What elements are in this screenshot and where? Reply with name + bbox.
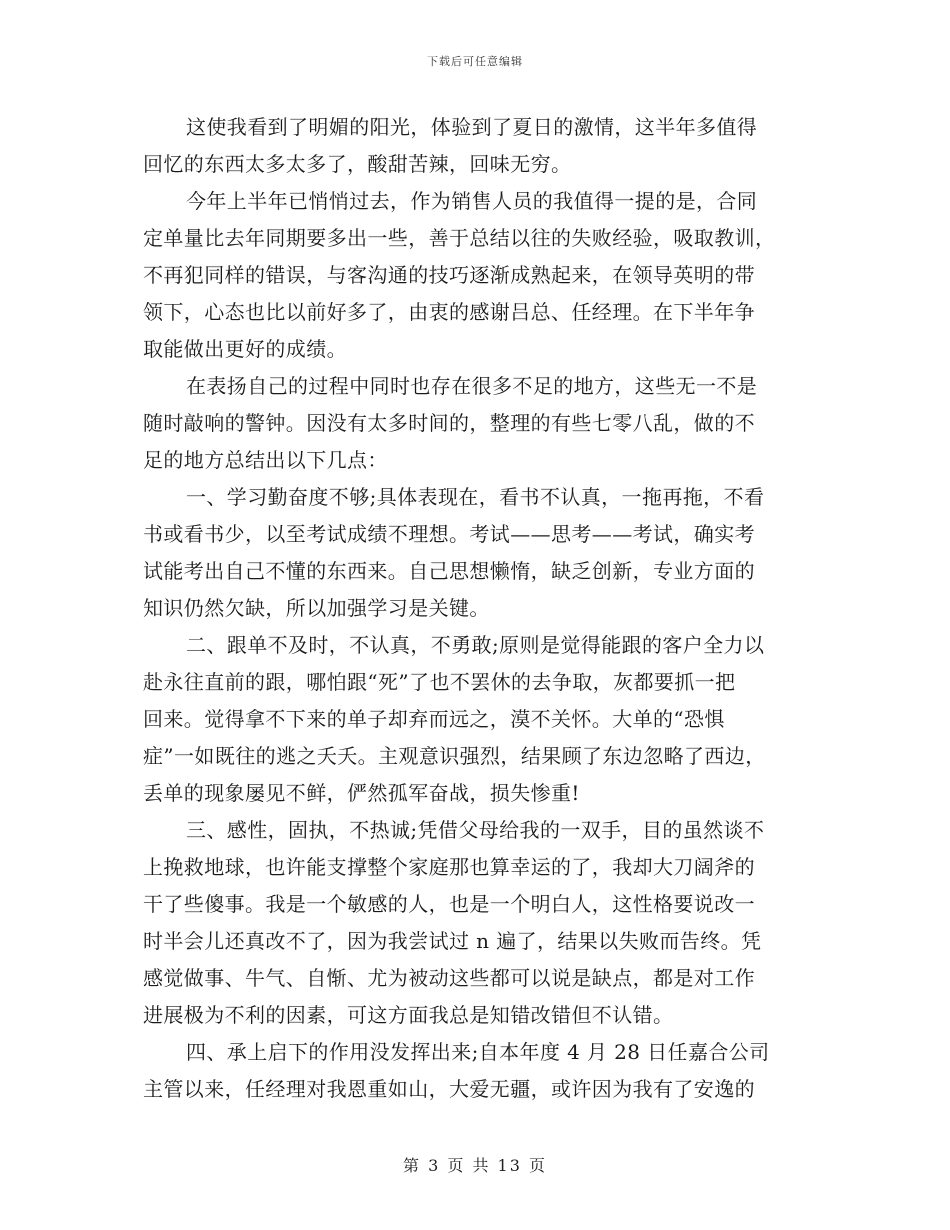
page-footer: 第 3 页 共 13 页 <box>403 1156 547 1175</box>
text-line: 领下，心态也比以前好多了，由衷的感谢吕总、任经理。在下半年争 <box>143 300 755 324</box>
document-body <box>143 109 801 1108</box>
text-line: 四、承上启下的作用没发挥出来;自本年度 4 月 28 日任嘉合公司 <box>186 1040 770 1064</box>
text-line: 症”一如既往的逃之夭夭。主观意识强烈，结果顾了东边忽略了西边， <box>143 744 766 768</box>
text-line: 这使我看到了明媚的阳光，体验到了夏日的激情，这半年多值得 <box>186 115 758 139</box>
text-line: 感觉做事、牛气、自惭、尤为被动这些都可以说是缺点，都是对工作 <box>143 966 755 990</box>
text-line: 回来。觉得拿不下来的单子却弃而远之，漠不关怀。大单的“恐惧 <box>143 707 725 731</box>
text-line: 不再犯同样的错误，与客沟通的技巧逐渐成熟起来，在领导英明的带 <box>143 263 755 287</box>
text-line: 时半会儿还真改不了，因为我尝试过 n 遍了，结果以失败而告终。凭 <box>143 929 762 953</box>
text-line: 丢单的现象屡见不鲜，俨然孤军奋战，损失惨重! <box>143 781 580 805</box>
text-line: 干了些傻事。我是一个敏感的人，也是一个明白人，这性格要说改一 <box>143 892 755 916</box>
text-line: 取能做出更好的成绩。 <box>143 337 347 361</box>
text-line: 试能考出自己不懂的东西来。自己思想懒惰，缺乏创新，专业方面的 <box>143 559 755 583</box>
text-line: 进展极为不利的因素，可这方面我总是知错改错但不认错。 <box>143 1003 674 1027</box>
text-line: 在表扬自己的过程中同时也存在很多不足的地方，这些无一不是 <box>186 374 758 398</box>
text-line: 三、感性，固执，不热诚;凭借父母给我的一双手，目的虽然谈不 <box>186 818 765 842</box>
page-header: 下载后可任意编辑 <box>427 55 523 68</box>
text-line: 赴永往直前的跟，哪怕跟“死”了也不罢休的去争取，灰都要抓一把 <box>143 670 736 694</box>
text-line: 主管以来，任经理对我恩重如山，大爱无疆，或许因为我有了安逸的 <box>143 1077 755 1101</box>
text-line: 回忆的东西太多太多了，酸甜苦辣，回味无穷。 <box>143 152 572 176</box>
text-line: 书或看书少，以至考试成绩不理想。考试——思考——考试，确实考 <box>143 522 755 546</box>
text-line: 一、学习勤奋度不够;具体表现在，看书不认真，一拖再拖，不看 <box>186 485 765 509</box>
text-line: 今年上半年已悄悄过去，作为销售人员的我值得一提的是，合同 <box>186 189 758 213</box>
text-line: 随时敲响的警钟。因没有太多时间的，整理的有些七零八乱，做的不 <box>143 411 755 435</box>
text-line: 定单量比去年同期要多出一些，善于总结以往的失败经验，吸取教训， <box>143 226 776 250</box>
text-line: 足的地方总结出以下几点： <box>143 448 388 472</box>
text-line: 知识仍然欠缺，所以加强学习是关键。 <box>143 596 490 620</box>
text-line: 上挽救地球，也许能支撑整个家庭那也算幸运的了，我却大刀阔斧的 <box>143 855 755 879</box>
text-line: 二、跟单不及时，不认真，不勇敢;原则是觉得能跟的客户全力以 <box>186 633 765 657</box>
